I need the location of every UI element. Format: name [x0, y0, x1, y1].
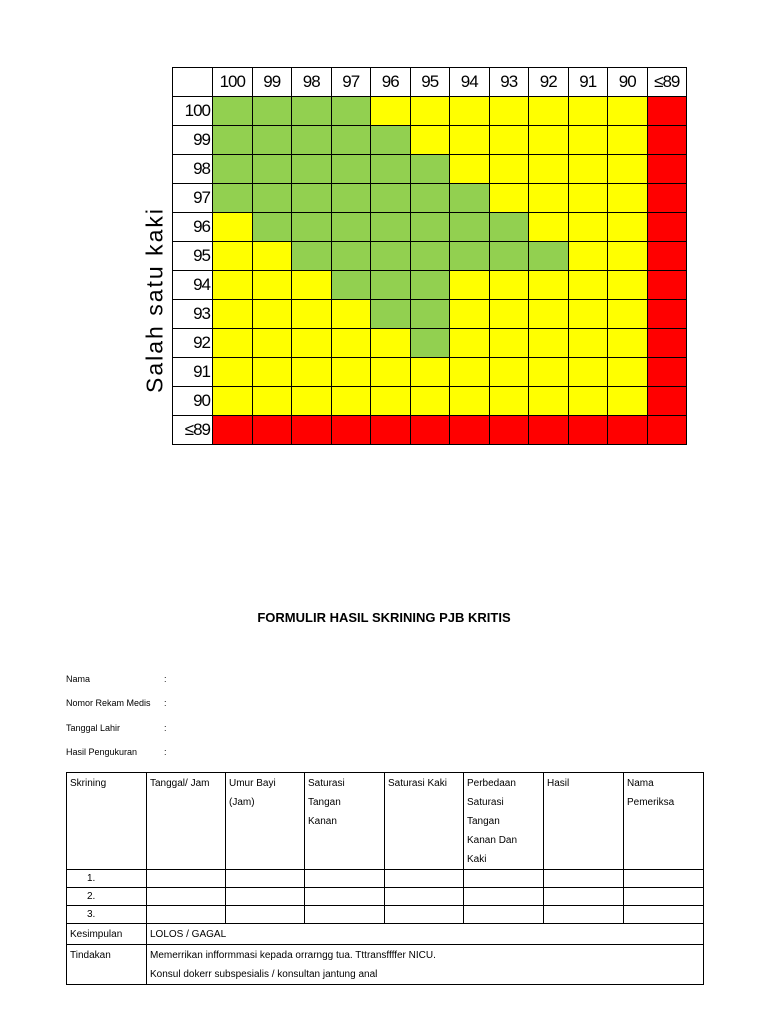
grid-column-header: 100	[213, 68, 253, 97]
tindakan-line: Konsul dokerr subspesialis / konsultan jantung anal	[150, 969, 378, 980]
grid-cell	[568, 213, 608, 242]
grid-row	[173, 97, 687, 126]
table-cell	[226, 906, 305, 924]
grid-cell	[529, 358, 569, 387]
grid-cell	[647, 155, 687, 184]
grid-cell	[292, 213, 332, 242]
grid-column-header: 97	[331, 68, 371, 97]
table-cell	[624, 906, 704, 924]
grid-cell	[371, 242, 411, 271]
table-header-line: Kanan Dan	[467, 835, 518, 846]
grid-cell	[331, 242, 371, 271]
grid-cell	[410, 155, 450, 184]
grid-cell	[568, 184, 608, 213]
grid-cell	[410, 97, 450, 126]
grid-row	[173, 126, 687, 155]
grid-cell	[371, 329, 411, 358]
table-cell	[624, 888, 704, 906]
grid-cell	[568, 271, 608, 300]
field-nama	[66, 674, 167, 684]
grid-cell	[608, 329, 648, 358]
grid-row-header: 92	[173, 329, 213, 358]
grid-row-header: 90	[173, 387, 213, 416]
grid-cell	[450, 358, 490, 387]
grid-row-header: 91	[173, 358, 213, 387]
kesimpulan-label: Kesimpulan	[67, 924, 147, 945]
grid-cell	[450, 97, 490, 126]
field-colon: :	[164, 723, 167, 733]
table-row	[67, 870, 704, 888]
grid-cell	[529, 271, 569, 300]
grid-cell	[489, 358, 529, 387]
grid-cell	[213, 300, 253, 329]
grid-cell	[529, 97, 569, 126]
table-header-row	[67, 773, 704, 870]
grid-row	[173, 387, 687, 416]
table-header-cell	[464, 773, 544, 870]
grid-cell	[647, 416, 687, 445]
kesimpulan-value: LOLOS / GAGAL	[147, 924, 704, 945]
grid-cell	[252, 416, 292, 445]
table-header-line: Saturasi Kaki	[388, 778, 447, 789]
grid-row-header: 97	[173, 184, 213, 213]
grid-cell	[529, 242, 569, 271]
field-colon: :	[164, 747, 167, 757]
field-colon: :	[164, 674, 167, 684]
grid-cell	[489, 97, 529, 126]
grid-cell	[292, 242, 332, 271]
grid-cell	[371, 126, 411, 155]
grid-cell	[292, 387, 332, 416]
field-label-nama: Nama	[66, 674, 91, 684]
field-tanggal-lahir	[66, 723, 167, 733]
grid-cell	[371, 358, 411, 387]
table-header-cell	[226, 773, 305, 870]
grid-cell	[371, 387, 411, 416]
field-nomor-rekam-medis	[66, 698, 167, 708]
table-cell	[305, 888, 385, 906]
grid-cell	[331, 358, 371, 387]
table-header-line: Skrining	[70, 778, 107, 789]
grid-column-header: 99	[252, 68, 292, 97]
grid-cell	[371, 184, 411, 213]
grid-cell	[213, 213, 253, 242]
grid-cell	[410, 416, 450, 445]
grid-cell	[608, 416, 648, 445]
grid-cell	[410, 271, 450, 300]
grid-cell	[292, 271, 332, 300]
grid-cell	[410, 184, 450, 213]
grid-cell	[252, 329, 292, 358]
grid-cell	[213, 387, 253, 416]
table-cell	[624, 870, 704, 888]
table-cell	[226, 888, 305, 906]
grid-cell	[450, 387, 490, 416]
tindakan-line: Memerrikan infformmasi kepada orrarngg tua. Tttransffffer NICU.	[150, 950, 436, 961]
grid-cell	[292, 155, 332, 184]
grid-cell	[252, 97, 292, 126]
table-header-line: Hasil	[547, 778, 570, 789]
grid-cell	[213, 184, 253, 213]
grid-cell	[213, 416, 253, 445]
grid-cell	[450, 271, 490, 300]
grid-cell	[568, 300, 608, 329]
grid-column-header: 90	[608, 68, 648, 97]
table-header-line: Kanan	[308, 816, 337, 827]
grid-row-header: 95	[173, 242, 213, 271]
grid-cell	[410, 300, 450, 329]
grid-cell	[568, 126, 608, 155]
table-cell	[305, 906, 385, 924]
grid-row-header: 93	[173, 300, 213, 329]
grid-cell	[252, 184, 292, 213]
grid-row	[173, 242, 687, 271]
table-cell	[147, 906, 226, 924]
grid-cell	[647, 271, 687, 300]
row-number: 2.	[67, 888, 147, 906]
grid-cell	[213, 271, 253, 300]
table-header-line: Nama	[627, 778, 654, 789]
y-axis-label: Salah satu kaki	[141, 207, 168, 393]
table-cell	[544, 888, 624, 906]
grid-cell	[608, 126, 648, 155]
grid-body	[173, 97, 687, 445]
table-cell	[147, 870, 226, 888]
grid-cell	[292, 300, 332, 329]
grid-cell	[331, 155, 371, 184]
grid-cell	[529, 416, 569, 445]
field-label-tanggal-lahir: Tanggal Lahir	[66, 723, 121, 733]
grid-cell	[450, 329, 490, 358]
grid-cell	[647, 213, 687, 242]
table-cell	[544, 870, 624, 888]
grid-cell	[489, 300, 529, 329]
grid-cell	[568, 387, 608, 416]
grid-cell	[647, 97, 687, 126]
table-header-line: Perbedaan	[467, 778, 516, 789]
grid-cell	[568, 329, 608, 358]
grid-cell	[647, 329, 687, 358]
grid-row	[173, 155, 687, 184]
grid-cell	[410, 213, 450, 242]
grid-column-header: 92	[529, 68, 569, 97]
grid-cell	[371, 300, 411, 329]
table-header-cell	[147, 773, 226, 870]
grid-row	[173, 300, 687, 329]
grid-row-header: 94	[173, 271, 213, 300]
grid-cell	[489, 155, 529, 184]
grid-cell	[252, 242, 292, 271]
grid-cell	[608, 213, 648, 242]
row-number: 1.	[67, 870, 147, 888]
grid-cell	[450, 155, 490, 184]
grid-cell	[410, 126, 450, 155]
grid-cell	[647, 300, 687, 329]
grid-cell	[213, 358, 253, 387]
grid-cell	[568, 358, 608, 387]
grid-cell	[529, 213, 569, 242]
grid-cell	[450, 242, 490, 271]
grid-cell	[529, 184, 569, 213]
grid-header-row	[173, 68, 687, 97]
field-colon: :	[164, 698, 167, 708]
grid-cell	[252, 387, 292, 416]
table-data-rows	[67, 870, 704, 924]
grid-row	[173, 184, 687, 213]
grid-column-header: 94	[450, 68, 490, 97]
grid-cell	[292, 97, 332, 126]
grid-cell	[213, 97, 253, 126]
grid-row-header: 96	[173, 213, 213, 242]
grid-cell	[252, 358, 292, 387]
grid-cell	[331, 387, 371, 416]
grid-cell	[647, 184, 687, 213]
grid-cell	[252, 126, 292, 155]
table-header-line: Tangan	[308, 797, 341, 808]
table-row	[67, 888, 704, 906]
grid-cell	[331, 184, 371, 213]
grid-column-header: 95	[410, 68, 450, 97]
grid-cell	[213, 126, 253, 155]
grid-cell	[213, 242, 253, 271]
tindakan-value	[147, 945, 704, 985]
grid-cell	[292, 329, 332, 358]
field-label-hasil-pengukuran: Hasil Pengukuran	[66, 747, 138, 757]
grid-column-header: 98	[292, 68, 332, 97]
grid-cell	[371, 155, 411, 184]
grid-row	[173, 416, 687, 445]
table-header-line: Saturasi	[308, 778, 345, 789]
grid-cell	[647, 358, 687, 387]
table-header-line: Umur Bayi	[229, 778, 276, 789]
grid-cell	[410, 387, 450, 416]
grid-cell	[331, 416, 371, 445]
table-cell	[385, 870, 464, 888]
grid-cell	[450, 416, 490, 445]
grid-row	[173, 213, 687, 242]
grid-cell	[529, 126, 569, 155]
grid-cell	[331, 329, 371, 358]
screening-result-table	[66, 772, 704, 985]
grid-cell	[252, 300, 292, 329]
grid-row-header: 99	[173, 126, 213, 155]
grid-cell	[489, 329, 529, 358]
grid-row-header: 100	[173, 97, 213, 126]
grid-cell	[489, 126, 529, 155]
grid-cell	[608, 184, 648, 213]
grid-cell	[529, 329, 569, 358]
grid-row	[173, 358, 687, 387]
grid-column-header: 93	[489, 68, 529, 97]
grid-cell	[292, 416, 332, 445]
screening-grid-table	[172, 67, 687, 445]
grid-cell	[647, 387, 687, 416]
table-header-line: Tangan	[467, 816, 500, 827]
grid-column-header: ≤89	[647, 68, 687, 97]
table-header-cell	[67, 773, 147, 870]
table-cell	[385, 888, 464, 906]
grid-cell	[529, 300, 569, 329]
table-cell	[147, 888, 226, 906]
grid-cell	[529, 155, 569, 184]
grid-cell	[450, 126, 490, 155]
grid-cell	[292, 184, 332, 213]
grid-cell	[489, 416, 529, 445]
grid-cell	[608, 97, 648, 126]
grid-cell	[252, 155, 292, 184]
grid-cell	[608, 387, 648, 416]
grid-cell	[450, 184, 490, 213]
grid-cell	[450, 213, 490, 242]
table-cell	[464, 906, 544, 924]
grid-cell	[608, 358, 648, 387]
grid-cell	[568, 155, 608, 184]
grid-cell	[292, 358, 332, 387]
grid-cell	[568, 242, 608, 271]
tindakan-label: Tindakan	[67, 945, 147, 985]
table-cell	[544, 906, 624, 924]
grid-cell	[331, 126, 371, 155]
grid-cell	[252, 213, 292, 242]
grid-cell	[489, 271, 529, 300]
grid-cell	[647, 126, 687, 155]
grid-row	[173, 271, 687, 300]
table-header-cell	[544, 773, 624, 870]
grid-cell	[410, 329, 450, 358]
oximetry-screening-grid	[172, 67, 687, 440]
grid-cell	[292, 126, 332, 155]
grid-cell	[331, 271, 371, 300]
grid-column-header: 96	[371, 68, 411, 97]
table-header-line: Kaki	[467, 854, 487, 865]
table-row	[67, 906, 704, 924]
table-header-cell	[305, 773, 385, 870]
grid-cell	[489, 242, 529, 271]
grid-cell	[647, 242, 687, 271]
grid-cell	[331, 97, 371, 126]
grid-cell	[331, 300, 371, 329]
grid-row-header: ≤89	[173, 416, 213, 445]
form-title: FORMULIR HASIL SKRINING PJB KRITIS	[257, 610, 511, 625]
table-header-line: Pemeriksa	[627, 797, 675, 808]
table-cell	[226, 870, 305, 888]
grid-cell	[568, 416, 608, 445]
field-hasil-pengukuran	[66, 747, 167, 757]
grid-cell	[489, 387, 529, 416]
grid-cell	[568, 97, 608, 126]
row-number: 3.	[67, 906, 147, 924]
table-header-line: (Jam)	[229, 797, 255, 808]
grid-cell	[529, 387, 569, 416]
table-header-cell	[624, 773, 704, 870]
grid-cell	[608, 242, 648, 271]
grid-cell	[252, 271, 292, 300]
grid-cell	[410, 358, 450, 387]
grid-row	[173, 329, 687, 358]
kesimpulan-row	[67, 924, 704, 945]
grid-row-header: 98	[173, 155, 213, 184]
table-header-cell	[385, 773, 464, 870]
grid-cell	[450, 300, 490, 329]
grid-cell	[608, 300, 648, 329]
field-label-nomor-rekam-medis: Nomor Rekam Medis	[66, 698, 151, 708]
grid-column-header: 91	[568, 68, 608, 97]
table-header-line: Saturasi	[467, 797, 504, 808]
grid-cell	[213, 329, 253, 358]
grid-cell	[489, 184, 529, 213]
grid-cell	[489, 213, 529, 242]
tindakan-row	[67, 945, 704, 985]
grid-cell	[371, 97, 411, 126]
table-cell	[464, 870, 544, 888]
table-cell	[385, 906, 464, 924]
grid-cell	[371, 271, 411, 300]
grid-corner-cell	[173, 68, 213, 97]
table-cell	[305, 870, 385, 888]
grid-cell	[608, 271, 648, 300]
grid-cell	[608, 155, 648, 184]
table-header-line: Tanggal/ Jam	[150, 778, 210, 789]
grid-cell	[213, 155, 253, 184]
grid-cell	[371, 416, 411, 445]
grid-cell	[410, 242, 450, 271]
grid-cell	[371, 213, 411, 242]
table-cell	[464, 888, 544, 906]
grid-cell	[331, 213, 371, 242]
